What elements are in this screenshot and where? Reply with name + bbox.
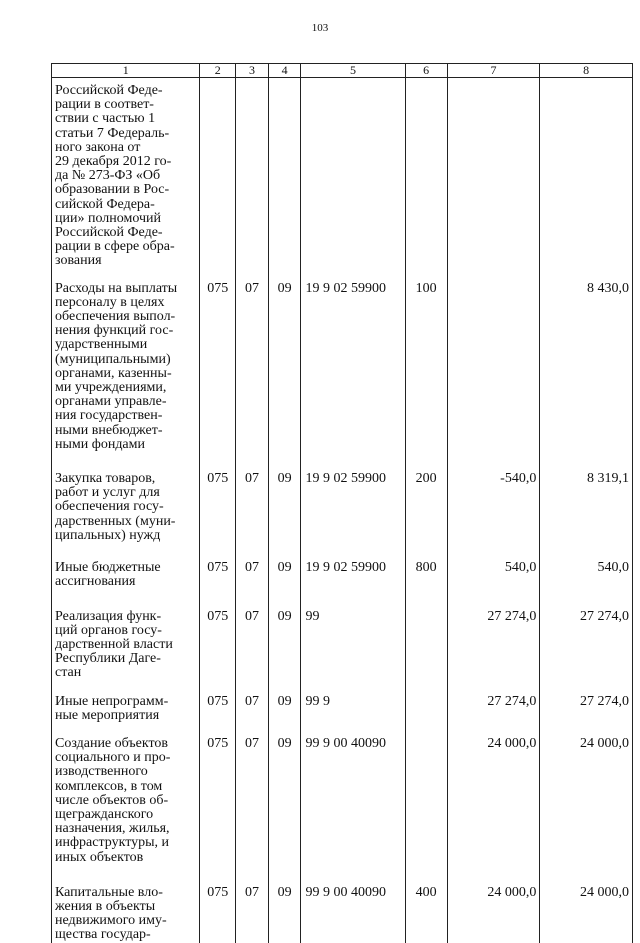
- header-col-6: 6: [405, 64, 447, 78]
- row-name-line: статьи 7 Федераль-: [55, 125, 170, 141]
- row-name-line: Иные бюджетные: [55, 560, 161, 576]
- row-name-line: Создание объектов: [55, 735, 169, 751]
- subsection-code: [268, 78, 301, 269]
- header-col-2: 2: [200, 64, 236, 78]
- row-name-line: ции» полномочий: [55, 210, 162, 226]
- header-row: [52, 64, 633, 78]
- target-article-code: 19 9 02 59900: [301, 543, 405, 589]
- gr-code: 075: [200, 723, 236, 865]
- header-col-7: 7: [447, 64, 540, 78]
- header-col-1: 1: [52, 64, 200, 78]
- change-amount: 24 000,0: [447, 865, 540, 943]
- target-article-code: 99 9: [301, 681, 405, 723]
- target-article-code: 99 9 00 40090: [301, 723, 405, 865]
- section-code: 07: [236, 865, 269, 943]
- total-amount: 24 000,0: [540, 723, 633, 865]
- row-name-line: ными внебюджет-: [55, 422, 163, 438]
- table-row: [52, 723, 633, 865]
- row-name: [52, 543, 200, 589]
- row-name-line: рации в сфере обра-: [55, 239, 175, 255]
- row-name-line: ассигнования: [55, 574, 136, 590]
- row-name-line: изводственного: [55, 764, 148, 780]
- gr-code: 075: [200, 681, 236, 723]
- row-name-line: образовании в Рос-: [55, 182, 170, 198]
- section-code: 07: [236, 269, 269, 452]
- total-amount: 27 274,0: [540, 590, 633, 681]
- row-name-line: ствии с частью 1: [55, 111, 156, 127]
- change-amount: 24 000,0: [447, 723, 540, 865]
- section-code: 07: [236, 590, 269, 681]
- row-name-line: иных объектов: [55, 849, 144, 865]
- row-name-line: Иные непрограмм-: [55, 693, 169, 709]
- row-name-line: органами управле-: [55, 394, 167, 410]
- row-name-line: щества государ-: [55, 927, 151, 943]
- table-row: [52, 590, 633, 681]
- row-name-line: зования: [55, 253, 102, 269]
- row-name-line: ми учреждениями,: [55, 380, 167, 396]
- expense-type-code: [405, 681, 447, 723]
- total-amount: 540,0: [540, 543, 633, 589]
- gr-code: 075: [200, 543, 236, 589]
- target-article-code: 19 9 02 59900: [301, 269, 405, 452]
- row-name-line: обеспечения выпол-: [55, 309, 176, 325]
- row-name-line: Закупка товаров,: [55, 471, 156, 487]
- page-number: 103: [311, 22, 329, 34]
- target-article-code: [301, 78, 405, 269]
- row-name-line: да № 273-ФЗ «Об: [55, 168, 161, 184]
- row-name-line: жения в объекты: [55, 898, 156, 914]
- subsection-code: 09: [268, 543, 301, 589]
- table-row: [52, 543, 633, 589]
- expense-type-code: [405, 78, 447, 269]
- total-amount: [540, 78, 633, 269]
- change-amount: -540,0: [447, 452, 540, 543]
- table-row: [52, 681, 633, 723]
- subsection-code: 09: [268, 723, 301, 865]
- row-name-line: сийской Федера-: [55, 196, 155, 212]
- row-name-line: Российской Феде-: [55, 83, 163, 98]
- section-code: 07: [236, 452, 269, 543]
- expense-type-code: [405, 590, 447, 681]
- row-name-line: работ и услуг для: [55, 485, 160, 501]
- row-name: [52, 78, 200, 269]
- row-name-line: социального и про-: [55, 750, 171, 766]
- table-body: [52, 78, 633, 943]
- row-name-line: рации в соответ-: [55, 97, 154, 113]
- row-name: [52, 452, 200, 543]
- expense-type-code: 100: [405, 269, 447, 452]
- section-code: 07: [236, 681, 269, 723]
- row-name-line: ными фондами: [55, 436, 146, 452]
- row-name-line: (муниципальными): [55, 351, 171, 367]
- table-row: [52, 78, 633, 269]
- subsection-code: 09: [268, 865, 301, 943]
- section-code: 07: [236, 543, 269, 589]
- row-name-line: Российской Феде-: [55, 225, 163, 241]
- gr-code: 075: [200, 865, 236, 943]
- row-name-line: ного закона от: [55, 139, 141, 155]
- row-name: [52, 865, 200, 943]
- row-name-line: дарственной власти: [55, 636, 173, 652]
- row-name-line: недвижимого иму-: [55, 913, 167, 929]
- row-name-line: ные мероприятия: [55, 707, 160, 723]
- gr-code: 075: [200, 590, 236, 681]
- change-amount: [447, 269, 540, 452]
- table-row: [52, 452, 633, 543]
- change-amount: [447, 78, 540, 269]
- subsection-code: 09: [268, 681, 301, 723]
- row-name: [52, 681, 200, 723]
- total-amount: 24 000,0: [540, 865, 633, 943]
- row-name-line: ципальных) нужд: [55, 527, 161, 543]
- row-name-line: персоналу в целях: [55, 294, 165, 310]
- subsection-code: 09: [268, 452, 301, 543]
- expense-type-code: 800: [405, 543, 447, 589]
- row-name-line: ций органов госу-: [55, 622, 162, 638]
- row-name-line: Реализация функ-: [55, 608, 162, 624]
- target-article-code: 99: [301, 590, 405, 681]
- target-article-code: 99 9 00 40090: [301, 865, 405, 943]
- header-col-5: 5: [301, 64, 405, 78]
- gr-code: [200, 78, 236, 269]
- total-amount: 8 319,1: [540, 452, 633, 543]
- expense-type-code: 400: [405, 865, 447, 943]
- section-code: 07: [236, 723, 269, 865]
- row-name-line: стан: [55, 665, 82, 681]
- row-name-line: органами, казенны-: [55, 365, 172, 381]
- subsection-code: 09: [268, 590, 301, 681]
- row-name-line: Капитальные вло-: [55, 884, 163, 900]
- row-name: [52, 269, 200, 452]
- row-name-line: Расходы на выплаты: [55, 280, 178, 296]
- row-name-line: дарственных (муни-: [55, 513, 176, 529]
- row-name-line: ния государствен-: [55, 408, 163, 424]
- change-amount: 27 274,0: [447, 590, 540, 681]
- row-name: [52, 590, 200, 681]
- expense-type-code: 200: [405, 452, 447, 543]
- row-name-line: ударственными: [55, 337, 148, 353]
- table-row: [52, 269, 633, 452]
- header-col-8: 8: [540, 64, 633, 78]
- row-name-line: назначения, жилья,: [55, 821, 170, 837]
- row-name-line: комплексов, в том: [55, 778, 163, 794]
- header-col-4: 4: [268, 64, 301, 78]
- header-col-3: 3: [236, 64, 269, 78]
- row-name-line: инфраструктуры, и: [55, 835, 170, 851]
- expense-type-code: [405, 723, 447, 865]
- change-amount: 540,0: [447, 543, 540, 589]
- section-code: [236, 78, 269, 269]
- row-name: [52, 723, 200, 865]
- table-row: [52, 865, 633, 943]
- gr-code: 075: [200, 452, 236, 543]
- row-name-line: Республики Даге-: [55, 651, 161, 667]
- row-name-line: 29 декабря 2012 го-: [55, 154, 172, 170]
- row-name-line: числе объектов об-: [55, 792, 169, 808]
- row-name-line: обеспечения госу-: [55, 499, 164, 515]
- row-name-line: нения функций гос-: [55, 323, 174, 339]
- target-article-code: 19 9 02 59900: [301, 452, 405, 543]
- change-amount: 27 274,0: [447, 681, 540, 723]
- row-name-line: щегражданского: [55, 806, 154, 822]
- gr-code: 075: [200, 269, 236, 452]
- total-amount: 8 430,0: [540, 269, 633, 452]
- budget-table: [51, 63, 633, 943]
- total-amount: 27 274,0: [540, 681, 633, 723]
- subsection-code: 09: [268, 269, 301, 452]
